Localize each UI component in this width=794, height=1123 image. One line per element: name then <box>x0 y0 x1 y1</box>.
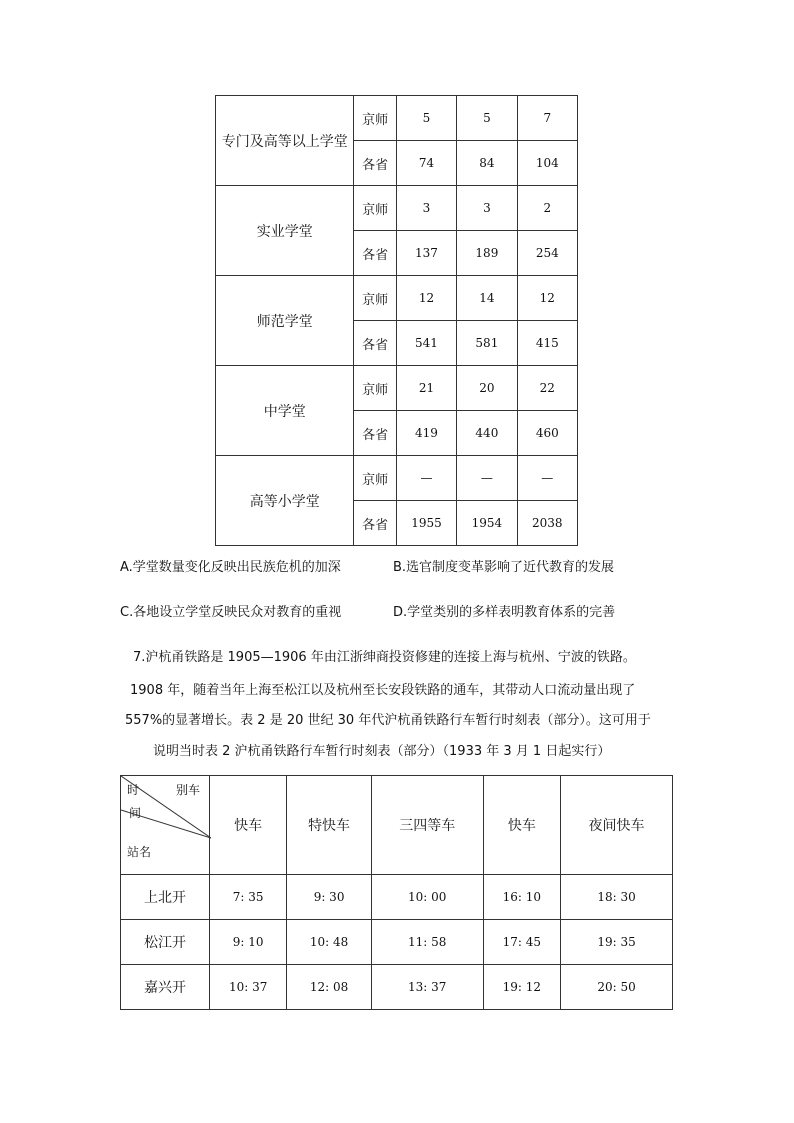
option-b[interactable]: B.选官制度变革影响了近代教育的发展 <box>393 560 615 575</box>
count-cell: 14 <box>457 276 517 321</box>
table-row <box>216 456 578 501</box>
location-label: 各省 <box>354 231 396 276</box>
count-cell: 254 <box>517 231 577 276</box>
question7-line1: 7.沪杭甬铁路是 1905—1906 年由江浙绅商投资修建的连接上海与杭州、宁波的铁路。 <box>133 650 636 665</box>
school-category: 中学堂 <box>216 366 354 456</box>
count-cell: 20 <box>457 366 517 411</box>
count-cell: 74 <box>396 141 456 186</box>
location-label: 京师 <box>354 456 396 501</box>
count-cell: 7 <box>517 96 577 141</box>
departure-time: 10: 48 <box>287 920 371 965</box>
count-cell: 2 <box>517 186 577 231</box>
location-label: 各省 <box>354 321 396 366</box>
count-cell: 415 <box>517 321 577 366</box>
count-cell: — <box>396 456 456 501</box>
departure-time: 19: 12 <box>483 965 560 1010</box>
option-a[interactable]: A.学堂数量变化反映出民族危机的加深 <box>120 560 341 575</box>
departure-time: 16: 10 <box>483 875 560 920</box>
count-cell: 5 <box>396 96 456 141</box>
departure-time: 9: 10 <box>210 920 287 965</box>
corner-label-jian: 间 <box>129 806 142 820</box>
school-category: 实业学堂 <box>216 186 354 276</box>
count-cell: 12 <box>517 276 577 321</box>
departure-time: 12: 08 <box>287 965 371 1010</box>
train-type-header: 夜间快车 <box>561 776 673 875</box>
train-type-header: 三四等车 <box>371 776 483 875</box>
count-cell: 3 <box>457 186 517 231</box>
location-label: 各省 <box>354 141 396 186</box>
departure-time: 11: 58 <box>371 920 483 965</box>
count-cell: 581 <box>457 321 517 366</box>
train-type-header: 快车 <box>483 776 560 875</box>
departure-time: 20: 50 <box>561 965 673 1010</box>
count-cell: — <box>517 456 577 501</box>
count-cell: 21 <box>396 366 456 411</box>
question7-line4: 说明当时表 2 沪杭甬铁路行车暂行时刻表（部分）（1933 年 3 月 1 日起实行） <box>153 744 611 759</box>
train-type-header: 快车 <box>210 776 287 875</box>
table-row <box>121 920 673 965</box>
departure-time: 9: 30 <box>287 875 371 920</box>
station-name: 上北开 <box>121 875 210 920</box>
location-label: 京师 <box>354 366 396 411</box>
count-cell: 84 <box>457 141 517 186</box>
table-row <box>216 276 578 321</box>
school-category: 专门及高等以上学堂 <box>216 96 354 186</box>
table-corner-cell <box>121 776 210 875</box>
location-label: 各省 <box>354 501 396 546</box>
departure-time: 13: 37 <box>371 965 483 1010</box>
option-d[interactable]: D.学堂类别的多样表明教育体系的完善 <box>393 605 616 620</box>
train-timetable <box>120 775 673 1010</box>
departure-time: 10: 37 <box>210 965 287 1010</box>
table-row <box>121 875 673 920</box>
school-count-table <box>215 95 578 546</box>
count-cell: 189 <box>457 231 517 276</box>
question7-line2: 1908 年，随着当年上海至松江以及杭州至长安段铁路的通车，其带动人口流动量出现了 <box>130 683 636 698</box>
count-cell: 419 <box>396 411 456 456</box>
count-cell: 3 <box>396 186 456 231</box>
school-category: 高等小学堂 <box>216 456 354 546</box>
school-category: 师范学堂 <box>216 276 354 366</box>
count-cell: 137 <box>396 231 456 276</box>
option-c[interactable]: C.各地设立学堂反映民众对教育的重视 <box>120 605 342 620</box>
departure-time: 17: 45 <box>483 920 560 965</box>
location-label: 京师 <box>354 186 396 231</box>
question7-line3: 557%的显著增长。表 2 是 20 世纪 30 年代沪杭甬铁路行车暂行时刻表（部分）。这可用于 <box>125 713 651 728</box>
departure-time: 7: 35 <box>210 875 287 920</box>
count-cell: 12 <box>396 276 456 321</box>
corner-label-time: 时 <box>127 783 140 797</box>
departure-time: 18: 30 <box>561 875 673 920</box>
count-cell: 1954 <box>457 501 517 546</box>
corner-label-bie: 别车 <box>176 783 201 797</box>
count-cell: 440 <box>457 411 517 456</box>
location-label: 京师 <box>354 276 396 321</box>
station-name: 松江开 <box>121 920 210 965</box>
count-cell: 460 <box>517 411 577 456</box>
table-row <box>121 965 673 1010</box>
count-cell: — <box>457 456 517 501</box>
count-cell: 2038 <box>517 501 577 546</box>
corner-label-station: 站名 <box>127 845 152 859</box>
table-row <box>216 96 578 141</box>
station-name: 嘉兴开 <box>121 965 210 1010</box>
train-type-header: 特快车 <box>287 776 371 875</box>
location-label: 各省 <box>354 411 396 456</box>
count-cell: 541 <box>396 321 456 366</box>
departure-time: 10: 00 <box>371 875 483 920</box>
table-row <box>216 186 578 231</box>
count-cell: 104 <box>517 141 577 186</box>
location-label: 京师 <box>354 96 396 141</box>
count-cell: 22 <box>517 366 577 411</box>
departure-time: 19: 35 <box>561 920 673 965</box>
count-cell: 1955 <box>396 501 456 546</box>
table-row <box>216 366 578 411</box>
count-cell: 5 <box>457 96 517 141</box>
